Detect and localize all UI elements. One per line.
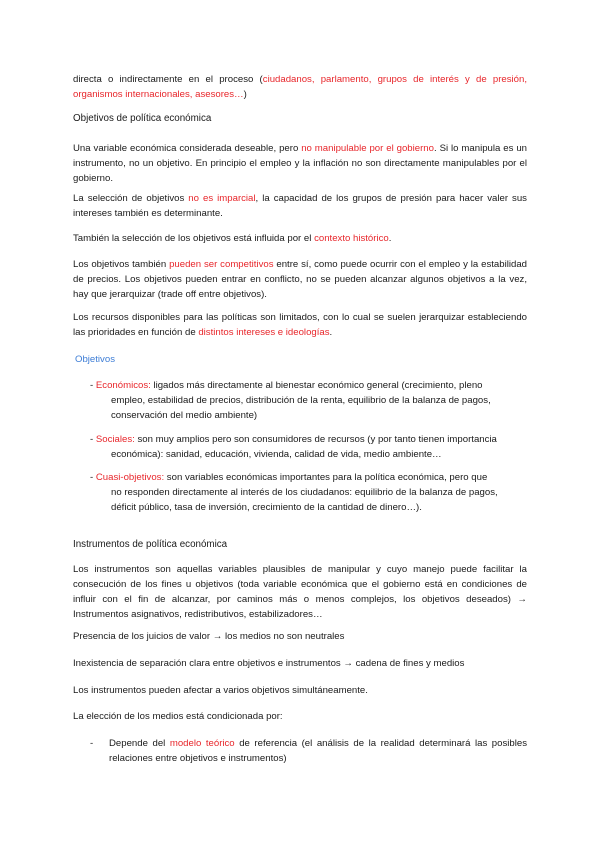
section-heading-objetivos-politica: Objetivos de política económica [73, 113, 212, 124]
list-item-sociales: - Sociales: son muy amplios pero son consumidores de recursos (y por tanto tienen importancia económica): sanidad, educación, vivienda, calidad de vida, medio ambiente… [90, 434, 497, 460]
paragraph-contexto: También la selección de los objetivos está influida por el contexto histórico. [73, 233, 392, 244]
paragraph-seleccion: La selección de objetivos no es imparcial, la capacidad de los grupos de presión para hacer valer sus intereses también es determinante. [73, 193, 527, 219]
paragraph-separacion: Inexistencia de separación clara entre objetivos e instrumentos → cadena de fines y medios [73, 658, 465, 669]
paragraph-recursos: Los recursos disponibles para las políticas son limitados, con lo cual se suelen jerarquizar estableciendo las prioridades en función de distintos intereses e ideologías. [73, 312, 527, 338]
paragraph-juicios-valor: Presencia de los juicios de valor → los medios no son neutrales [73, 631, 345, 642]
bullet-modelo-teorico: - Depende del modelo teórico de referencia (el análisis de la realidad determinará las posibles relaciones entre objetivos e instrumentos) [90, 738, 528, 764]
intro-paragraph: directa o indirectamente en el proceso (ciudadanos, parlamento, grupos de interés y de presión, organismos internacionales, asesores…) [73, 74, 528, 100]
paragraph-variable: Una variable económica considerada deseable, pero no manipulable por el gobierno. Si lo manipula es un instrumento, no un objetivo. En principio el empleo y la inflación no son directamente manipulables por el gobierno. [73, 143, 527, 184]
paragraph-eleccion-medios: La elección de los medios está condicionada por: [73, 711, 283, 722]
paragraph-competitivos: Los objetivos también pueden ser competitivos entre sí, como puede ocurrir con el empleo y la estabilidad de precios. Los objetivos pueden entrar en conflicto, no se pueden alcanzar algunos objetivos a la vez, hay que jerarquizar (trade off entre objetivos). [73, 259, 527, 300]
objetivos-heading: Objetivos [75, 354, 115, 365]
paragraph-instrumentos: Los instrumentos son aquellas variables plausibles de manipular y cuyo manejo puede facilitar la consecución de los fines u objetivos (toda variable económica que el gobierno está en condiciones de influir con el fin de alcanzar, por caminos más o menos complejos, los objetivos deseados) → Instrumentos asignativos, redistributivos, estabilizadores… [73, 564, 527, 620]
section-heading-instrumentos: Instrumentos de política económica [73, 539, 228, 550]
list-item-cuasi-objetivos: - Cuasi-objetivos: son variables económicas importantes para la política económica, pero que no responden directamente al interés de los ciudadanos: equilibrio de la balanza de pagos, déficit público, tasa de inversión, crecimiento de la cantidad de dinero…). [90, 472, 498, 513]
list-item-economicos: - Económicos: ligados más directamente al bienestar económico general (crecimiento, pleno empleo, estabilidad de precios, distribución de la renta, equilibrio de la balanza de pagos, conservación del medio ambiente) [90, 380, 491, 421]
paragraph-varios-objetivos: Los instrumentos pueden afectar a varios objetivos simultáneamente. [73, 685, 368, 696]
